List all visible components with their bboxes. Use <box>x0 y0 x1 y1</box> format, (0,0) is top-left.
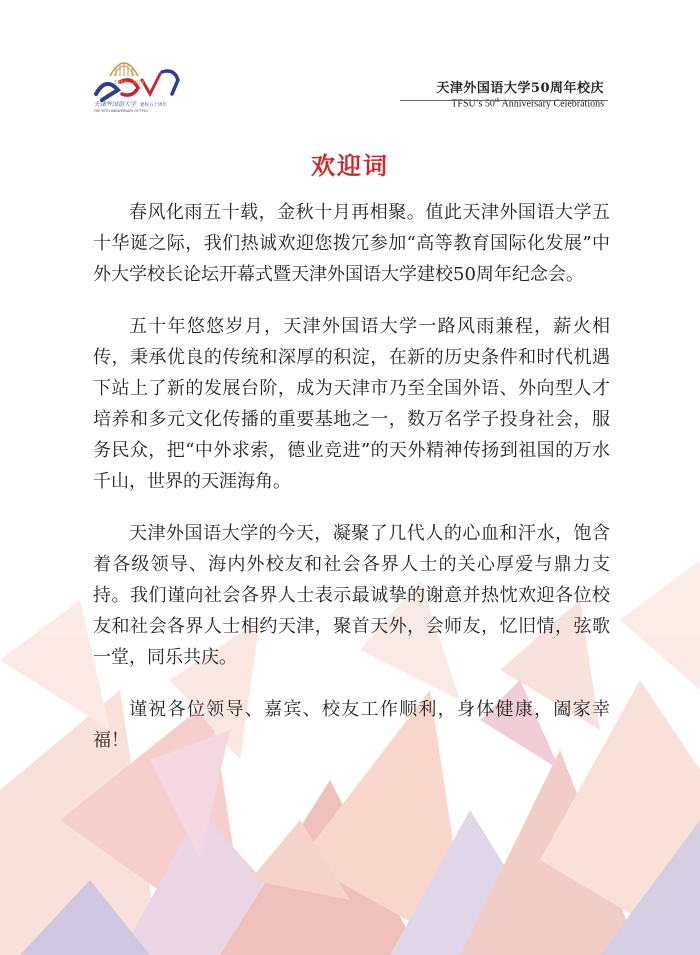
header <box>0 0 700 120</box>
page-title: 欢迎词 <box>311 151 389 180</box>
logo-year-range: 1964—2014 <box>114 80 145 86</box>
paragraph-2: 五十年悠悠岁月，天津外国语大学一路风雨兼程，薪火相传，秉承优良的传统和深厚的积淀，在新的历史条件和时代机遇下站上了新的发展台阶，成为天津市乃至全国外语、外向型人才培养和多元文化传播的重要基地之一，数万名学子投身社会，服务民众，把“中外求索，德业竞进”的天外精神传扬到祖国的万水千山，世界的天涯海角。 <box>93 316 610 492</box>
anniversary-logo <box>92 46 192 116</box>
header-title-cn: 天津外国语大学50周年校庆 <box>436 81 604 96</box>
welcome-letter-body <box>93 197 610 777</box>
paragraph-3: 天津外国语大学的今天，凝聚了几代人的心血和汗水，饱含着各级领导、海内外校友和社会各界人士的关心厚爱与鼎力支持。我们谨向社会各界人士表示最诚挚的谢意并热忱欢迎各位校友和社会各界人士相约天津，聚首天外，会师友，忆旧情，弦歌一堂，同乐共庆。 <box>93 523 610 668</box>
logo-caption-en: THE 50TH ANNIVERSARY OF TFSU <box>94 109 148 113</box>
header-title-block <box>436 77 604 109</box>
header-title-en: TFSU’s 50th Anniversary Celebrations <box>451 98 604 110</box>
logo-script-text: 天津外国语大学 <box>94 101 137 108</box>
header-divider <box>400 100 608 101</box>
paragraph-4: 谨祝各位领导、嘉宾、校友工作顺利，身体健康，阖家幸福！ <box>93 699 610 751</box>
paragraph-1: 春风化雨五十载，金秋十月再相聚。值此天津外国语大学五十华诞之际，我们热诚欢迎您拨冗参加“高等教育国际化发展”中外大学校长论坛开幕式暨天津外国语大学建校50周年纪念会。 <box>93 202 610 285</box>
logo-caption-cn: 建校五十周年 <box>140 103 167 108</box>
